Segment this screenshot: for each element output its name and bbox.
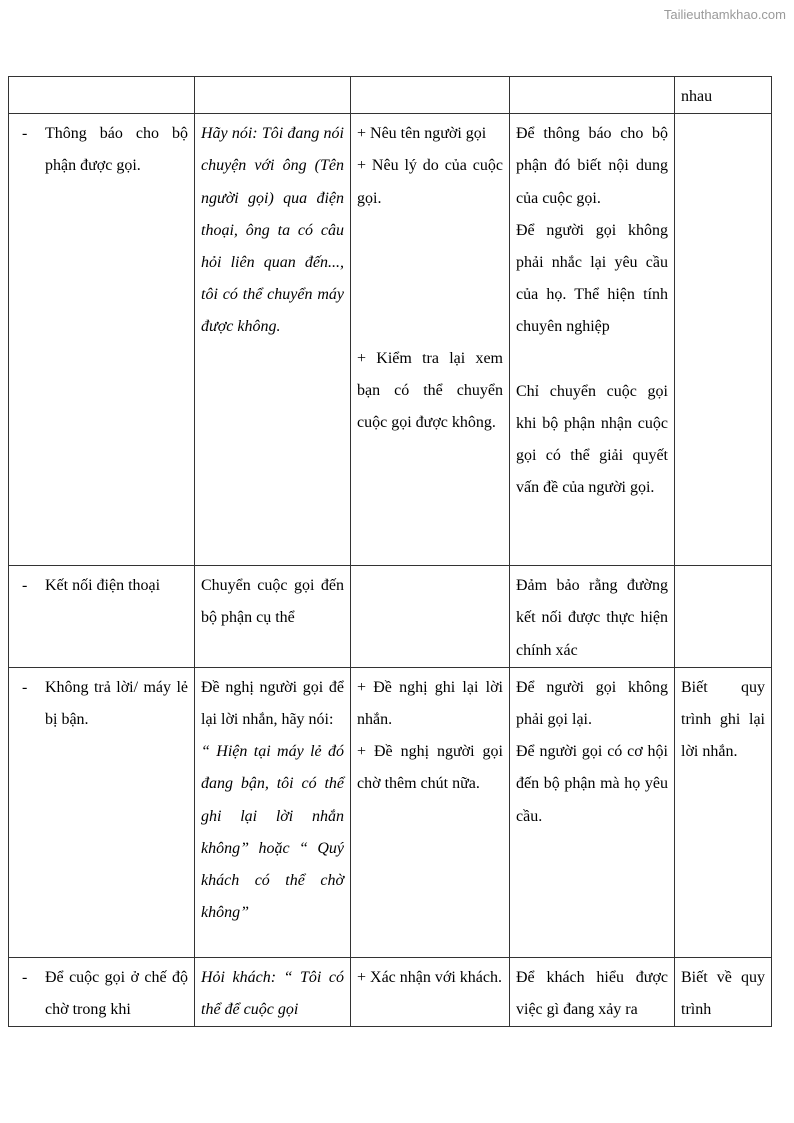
cell-note: Biết về quy trình <box>675 957 772 1026</box>
cell-reason: Để khách hiểu được việc gì đang xảy ra <box>510 957 675 1026</box>
bullet-dash: - <box>22 125 28 143</box>
cell-script <box>195 114 351 566</box>
reason-text: Chỉ chuyển cuộc gọi khi bộ phận nhận cuộc gọi có thể giải quyết vấn đề của người gọi. <box>516 382 668 497</box>
procedure-table <box>8 76 772 1027</box>
table-row <box>9 667 772 957</box>
cell-action: + Xác nhận với khách. <box>351 957 510 1026</box>
cell-script <box>195 957 351 1026</box>
cell-reason <box>510 77 675 114</box>
script-text: Đề nghị người gọi để lại lời nhắn, hãy nói: <box>201 678 344 729</box>
table-row <box>9 114 772 566</box>
cell-reason <box>510 114 675 566</box>
cell-action <box>351 77 510 114</box>
watermark: Tailieuthamkhao.com <box>663 7 786 22</box>
cell-action <box>351 667 510 957</box>
cell-action <box>351 114 510 566</box>
cell-action <box>351 566 510 668</box>
step-text: Kết nối điện thoại <box>45 577 161 595</box>
cell-note: Biết quy trình ghi lại lời nhắn. <box>675 667 772 957</box>
bullet-dash: - <box>22 678 28 696</box>
action-text: + Đề nghị ghi lại lời nhắn. <box>357 678 503 729</box>
action-text: + Nêu lý do của cuộc gọi. <box>357 157 503 207</box>
cell-step <box>9 114 195 566</box>
table-row <box>9 77 772 114</box>
cell-note <box>675 566 772 668</box>
step-text: Thông báo cho bộ phận được gọi. <box>45 125 188 175</box>
cell-step <box>9 667 195 957</box>
script-text: Hãy nói: Tôi đang nói chuyện với ông (Tên người gọi) qua điện thoại, ông ta có câu hỏi liên quan đến..., tôi có thể chuyển máy được không. <box>201 125 344 336</box>
bullet-dash: - <box>22 577 28 595</box>
table-row <box>9 957 772 1026</box>
reason-text: Để người gọi không phải gọi lại. <box>516 678 668 729</box>
bullet-dash: - <box>22 968 28 986</box>
script-quote: “ Hiện tại máy lẻ đó đang bận, tôi có thể ghi lại lời nhắn không” hoặc “ Quý khách có thể chờ không” <box>201 743 344 922</box>
step-text: Không trả lời/ máy lẻ bị bận. <box>45 678 188 729</box>
reason-text: Để người gọi có cơ hội đến bộ phận mà họ yêu cầu. <box>516 743 668 825</box>
action-text: + Kiểm tra lại xem bạn có thể chuyển cuộc gọi được không. <box>357 349 503 432</box>
cell-reason <box>510 667 675 957</box>
cell-step <box>9 957 195 1026</box>
step-text: Để cuộc gọi ở chế độ chờ trong khi <box>45 968 188 1019</box>
script-text: Hỏi khách: “ Tôi có thể để cuộc gọi <box>201 968 344 1019</box>
reason-text: Để người gọi không phải nhắc lại yêu cầu của họ. Thể hiện tính chuyên nghiệp <box>516 221 668 336</box>
cell-script <box>195 77 351 114</box>
cell-step <box>9 566 195 668</box>
cell-step <box>9 77 195 114</box>
table-row <box>9 566 772 668</box>
reason-text: Để thông báo cho bộ phận đó biết nội dung của cuộc gọi. <box>516 125 668 207</box>
cell-note <box>675 114 772 566</box>
cell-note: nhau <box>675 77 772 114</box>
action-text: + Đề nghị người gọi chờ thêm chút nữa. <box>357 743 503 793</box>
action-text: + Nêu tên người gọi <box>357 125 487 143</box>
cell-reason: Đảm bảo rằng đường kết nối được thực hiện chính xác <box>510 566 675 668</box>
cell-script: Chuyển cuộc gọi đến bộ phận cụ thể <box>195 566 351 668</box>
cell-script <box>195 667 351 957</box>
